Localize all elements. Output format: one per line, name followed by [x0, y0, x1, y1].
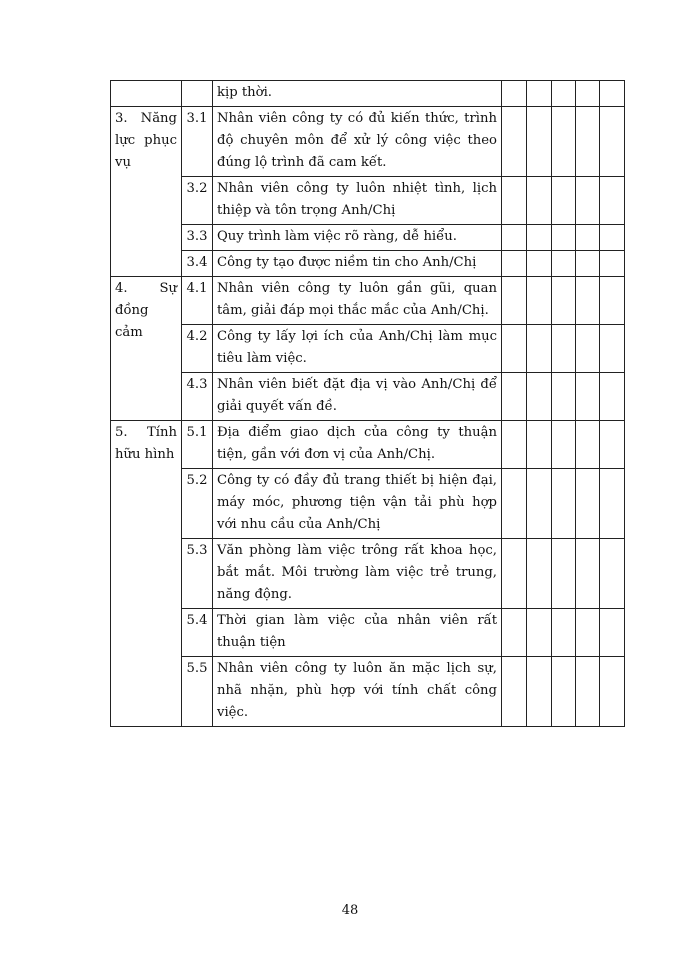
rating-cell[interactable] [527, 251, 552, 277]
rating-cell[interactable] [502, 609, 527, 657]
rating-cell[interactable] [502, 107, 527, 177]
table-row [111, 177, 625, 225]
rating-cell[interactable] [552, 107, 576, 177]
item-code-cell: 5.2 [182, 469, 213, 539]
rating-cell[interactable] [576, 373, 600, 421]
item-code-cell: 3.3 [182, 225, 213, 251]
item-text-cell: kịp thời. [213, 81, 502, 107]
item-code-cell: 5.5 [182, 657, 213, 727]
item-text-cell: Nhân viên công ty luôn ăn mặc lịch sự, nhã nhặn, phù hợp với tính chất công việc. [213, 657, 502, 727]
rating-cell[interactable] [527, 81, 552, 107]
page-number: 48 [341, 903, 359, 918]
rating-cell[interactable] [600, 225, 625, 251]
table-row [111, 251, 625, 277]
item-code-cell: 5.4 [182, 609, 213, 657]
item-text-cell: Công ty lấy lợi ích của Anh/Chị làm mục tiêu làm việc. [213, 325, 502, 373]
rating-cell[interactable] [502, 251, 527, 277]
rating-cell[interactable] [527, 325, 552, 373]
rating-cell[interactable] [600, 177, 625, 225]
rating-cell[interactable] [527, 225, 552, 251]
rating-cell[interactable] [527, 609, 552, 657]
table-row [111, 657, 625, 727]
rating-cell[interactable] [552, 469, 576, 539]
rating-cell[interactable] [576, 81, 600, 107]
item-text-cell: Địa điểm giao dịch của công ty thuận tiện, gần với đơn vị của Anh/Chị. [213, 421, 502, 469]
group-cell: 5. Tính hữu hình [111, 421, 182, 727]
table-row [111, 539, 625, 609]
item-code-cell: 3.1 [182, 107, 213, 177]
rating-cell[interactable] [527, 539, 552, 609]
item-text-cell: Công ty tạo được niềm tin cho Anh/Chị [213, 251, 502, 277]
item-text-cell: Quy trình làm việc rõ ràng, dễ hiểu. [213, 225, 502, 251]
item-code-cell [182, 81, 213, 107]
item-code-cell: 4.3 [182, 373, 213, 421]
rating-cell[interactable] [552, 325, 576, 373]
group-cell: 4. Sự đồng cảm [111, 277, 182, 421]
rating-cell[interactable] [502, 81, 527, 107]
rating-cell[interactable] [502, 421, 527, 469]
item-code-cell: 4.2 [182, 325, 213, 373]
rating-cell[interactable] [576, 177, 600, 225]
rating-cell[interactable] [600, 609, 625, 657]
rating-cell[interactable] [552, 81, 576, 107]
rating-cell[interactable] [527, 277, 552, 325]
rating-cell[interactable] [600, 421, 625, 469]
rating-cell[interactable] [527, 469, 552, 539]
item-text-cell: Nhân viên biết đặt địa vị vào Anh/Chị để giải quyết vấn đề. [213, 373, 502, 421]
rating-cell[interactable] [600, 251, 625, 277]
rating-cell[interactable] [600, 81, 625, 107]
table-body [111, 81, 625, 727]
table-row [111, 325, 625, 373]
rating-cell[interactable] [502, 177, 527, 225]
rating-cell[interactable] [576, 421, 600, 469]
item-code-cell: 3.2 [182, 177, 213, 225]
group-cell: 3. Năng lực phục vụ [111, 107, 182, 277]
rating-cell[interactable] [527, 373, 552, 421]
rating-cell[interactable] [552, 609, 576, 657]
table-row [111, 107, 625, 177]
item-text-cell: Công ty có đầy đủ trang thiết bị hiện đại, máy móc, phương tiện vận tải phù hợp với nhu cầu của Anh/Chị [213, 469, 502, 539]
rating-cell[interactable] [552, 277, 576, 325]
survey-table [110, 80, 625, 727]
rating-cell[interactable] [502, 539, 527, 609]
rating-cell[interactable] [502, 325, 527, 373]
rating-cell[interactable] [527, 177, 552, 225]
rating-cell[interactable] [600, 469, 625, 539]
rating-cell[interactable] [552, 539, 576, 609]
rating-cell[interactable] [552, 657, 576, 727]
rating-cell[interactable] [600, 325, 625, 373]
rating-cell[interactable] [552, 225, 576, 251]
item-code-cell: 5.3 [182, 539, 213, 609]
table-row [111, 469, 625, 539]
table-row [111, 421, 625, 469]
rating-cell[interactable] [527, 657, 552, 727]
rating-cell[interactable] [576, 609, 600, 657]
item-text-cell: Nhân viên công ty luôn gần gũi, quan tâm, giải đáp mọi thắc mắc của Anh/Chị. [213, 277, 502, 325]
rating-cell[interactable] [576, 107, 600, 177]
rating-cell[interactable] [576, 225, 600, 251]
rating-cell[interactable] [502, 657, 527, 727]
item-text-cell: Văn phòng làm việc trông rất khoa học, bắt mắt. Môi trường làm việc trẻ trung, năng động. [213, 539, 502, 609]
rating-cell[interactable] [502, 225, 527, 251]
rating-cell[interactable] [576, 251, 600, 277]
item-code-cell: 5.1 [182, 421, 213, 469]
group-cell [111, 81, 182, 107]
rating-cell[interactable] [502, 469, 527, 539]
rating-cell[interactable] [552, 177, 576, 225]
rating-cell[interactable] [552, 251, 576, 277]
table-row [111, 277, 625, 325]
rating-cell[interactable] [576, 657, 600, 727]
rating-cell[interactable] [600, 539, 625, 609]
rating-cell[interactable] [502, 373, 527, 421]
rating-cell[interactable] [600, 373, 625, 421]
rating-cell[interactable] [527, 107, 552, 177]
rating-cell[interactable] [502, 277, 527, 325]
rating-cell[interactable] [576, 277, 600, 325]
table-row [111, 81, 625, 107]
item-code-cell: 4.1 [182, 277, 213, 325]
rating-cell[interactable] [552, 373, 576, 421]
rating-cell[interactable] [600, 107, 625, 177]
rating-cell[interactable] [527, 421, 552, 469]
table-row [111, 373, 625, 421]
rating-cell[interactable] [576, 469, 600, 539]
item-code-cell: 3.4 [182, 251, 213, 277]
rating-cell[interactable] [576, 325, 600, 373]
item-text-cell: Nhân viên công ty luôn nhiệt tình, lịch thiệp và tôn trọng Anh/Chị [213, 177, 502, 225]
item-text-cell: Thời gian làm việc của nhân viên rất thuận tiện [213, 609, 502, 657]
rating-cell[interactable] [552, 421, 576, 469]
rating-cell[interactable] [576, 539, 600, 609]
table-row [111, 225, 625, 251]
rating-cell[interactable] [600, 277, 625, 325]
item-text-cell: Nhân viên công ty có đủ kiến thức, trình độ chuyên môn để xử lý công việc theo đúng lộ trình đã cam kết. [213, 107, 502, 177]
table-row [111, 609, 625, 657]
rating-cell[interactable] [600, 657, 625, 727]
